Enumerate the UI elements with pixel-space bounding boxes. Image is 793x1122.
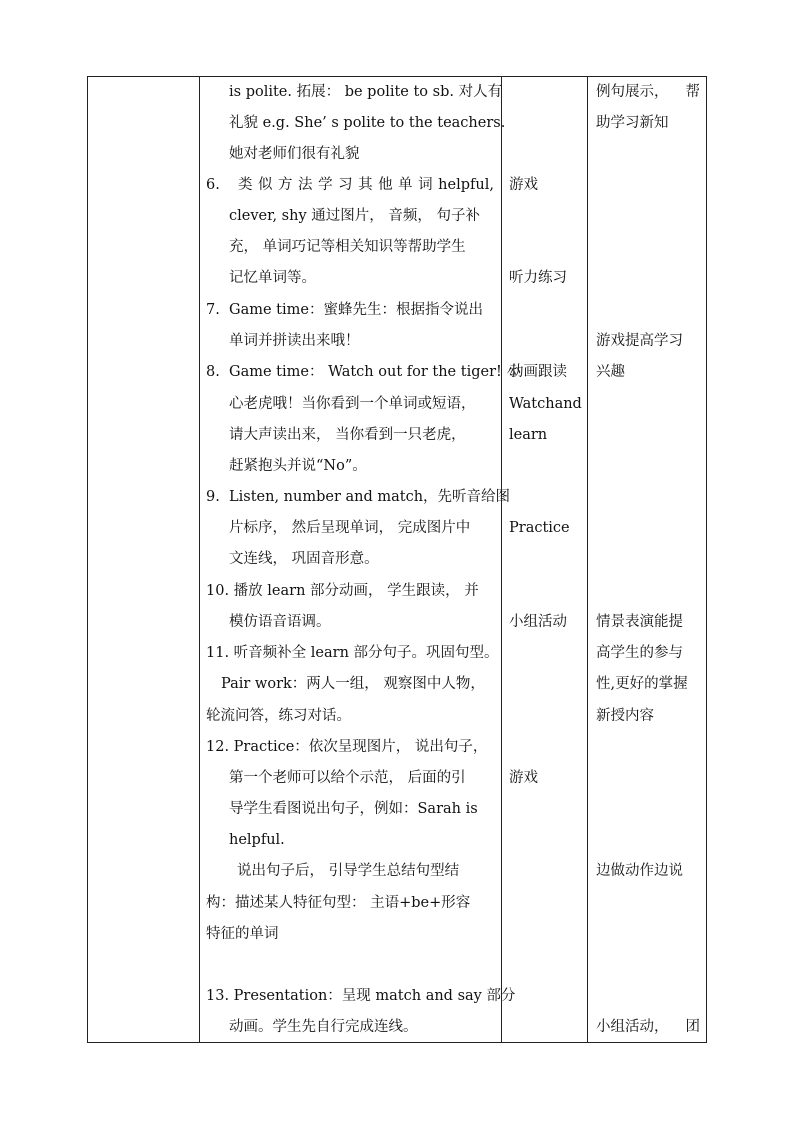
process-line: 充， 单词巧记等相关知识等帮助学生 <box>229 239 466 255</box>
process-line: 构：描述某人特征句型： 主语+be+形容 <box>206 895 471 911</box>
purpose-line: 高学生的参与 <box>596 645 683 661</box>
process-line: clever, shy 通过图片， 音频， 句子补 <box>229 208 480 224</box>
process-line: 12. Practice：依次呈现图片， 说出句子， <box>206 739 488 755</box>
process-line: 记忆单词等。 <box>229 270 316 286</box>
process-line: 导学生看图说出句子，例如：Sarah is <box>229 801 478 817</box>
activity-label: 动画跟读 <box>509 364 567 380</box>
process-line: helpful. <box>229 832 285 848</box>
process-line: 请大声读出来， 当你看到一只老虎， <box>229 427 466 443</box>
process-line: is polite. 拓展： be polite to sb. 对人有 <box>229 84 503 100</box>
activity-label: learn <box>509 427 548 443</box>
purpose-line: 助学习新知 <box>596 115 669 131</box>
activity-label: 小组活动 <box>509 614 567 630</box>
purpose-line: 性,更好的掌握 <box>596 676 688 692</box>
activity-label: 游戏 <box>509 770 538 786</box>
column-divider <box>587 76 588 1043</box>
purpose-line: 情景表演能提 <box>596 614 683 630</box>
process-line: Pair work：两人一组， 观察图中人物， <box>221 676 485 692</box>
process-line: 她对老师们很有礼貌 <box>229 146 360 162</box>
column-divider <box>501 76 502 1043</box>
step-number: 9. <box>206 489 220 505</box>
purpose-line-justified: 例句展示， 帮 <box>596 84 700 100</box>
process-line-justified: 类 似 方 法 学 习 其 他 单 词 helpful, <box>238 177 494 193</box>
purpose-line-justified: 小组活动， 团 <box>596 1019 700 1035</box>
activity-label: 游戏 <box>509 177 538 193</box>
process-line: 心老虎哦！当你看到一个单词或短语， <box>229 396 476 412</box>
process-line: 单词并拼读出来哦！ <box>229 333 360 349</box>
process-line: 片标序， 然后呈现单词， 完成图片中 <box>229 520 471 536</box>
process-line: 说出句子后， 引导学生总结句型结 <box>237 863 460 879</box>
purpose-line: 游戏提高学习 <box>596 333 683 349</box>
step-number: 6. <box>206 177 220 193</box>
process-line: 礼貌 e.g. She’ s polite to the teachers. <box>229 115 506 131</box>
purpose-line: 兴趣 <box>596 364 625 380</box>
process-line: 轮流问答，练习对话。 <box>206 708 351 724</box>
activity-label: 听力练习 <box>509 270 567 286</box>
process-line: Listen, number and match，先听音给图 <box>229 489 511 505</box>
activity-label-justified: Watch and <box>509 396 582 412</box>
activity-label: Practice <box>509 520 570 536</box>
process-line: 11. 听音频补全 learn 部分句子。巩固句型。 <box>206 645 499 661</box>
process-line: Game time：蜜蜂先生：根据指令说出 <box>229 302 483 318</box>
process-line: 文连线， 巩固音形意。 <box>229 551 379 567</box>
process-line: 10. 播放 learn 部分动画， 学生跟读， 并 <box>206 583 479 599</box>
column-divider <box>199 76 200 1043</box>
step-number: 7. <box>206 302 220 318</box>
process-line: 特征的单词 <box>206 926 279 942</box>
process-line: 13. Presentation：呈现 match and say 部分 <box>206 988 516 1004</box>
process-line: Game time： Watch out for the tiger! 小 <box>229 364 521 380</box>
purpose-line: 新授内容 <box>596 708 654 724</box>
step-number: 8. <box>206 364 220 380</box>
process-line: 模仿语音语调。 <box>229 614 331 630</box>
purpose-line: 边做动作边说 <box>596 863 683 879</box>
process-line: 赶紧抱头并说“No”。 <box>229 458 367 474</box>
process-line: 动画。学生先自行完成连线。 <box>229 1019 418 1035</box>
process-line: 第一个老师可以给个示范， 后面的引 <box>229 770 466 786</box>
